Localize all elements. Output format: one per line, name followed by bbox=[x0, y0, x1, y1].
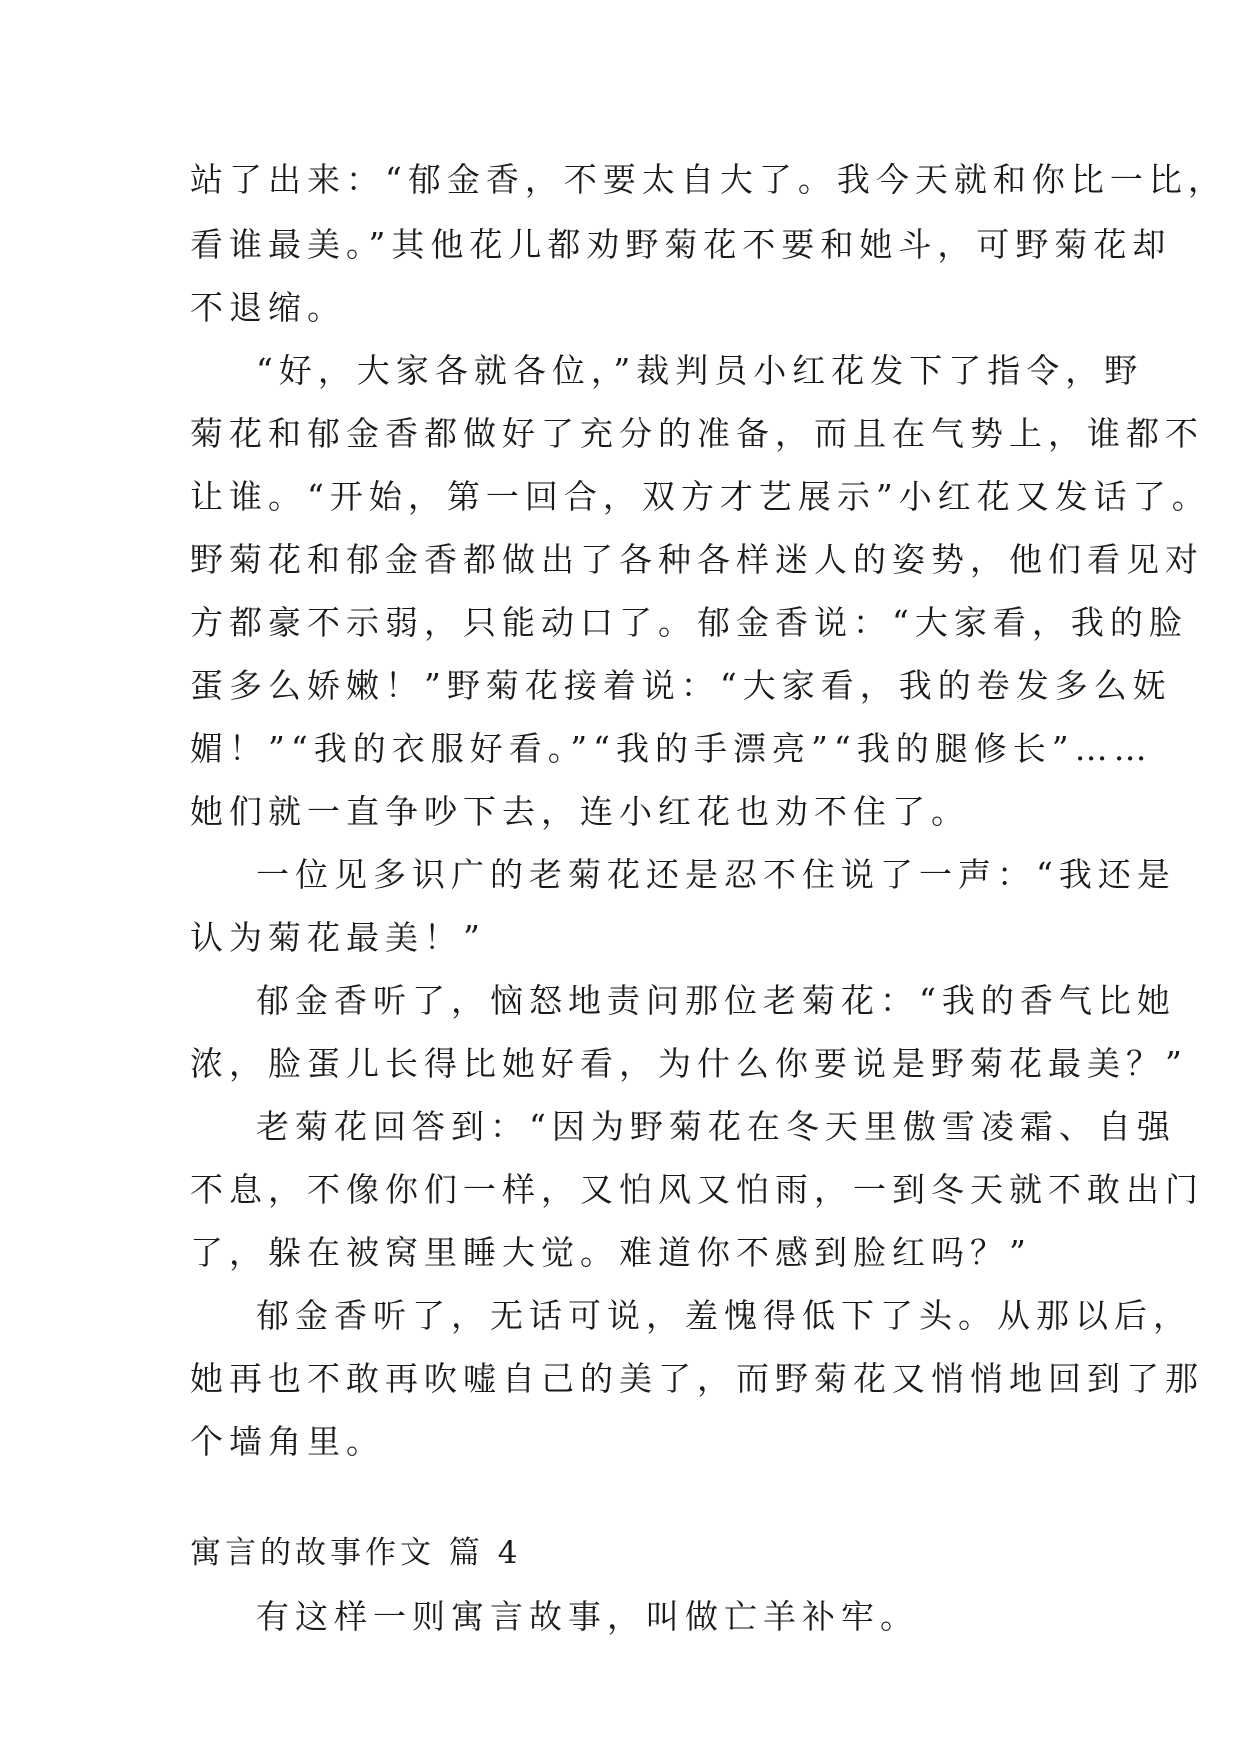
body-text-line: 野菊花和郁金香都做出了各种各样迷人的姿势，他们看见对 bbox=[190, 540, 1204, 579]
body-text-line: 蛋多么娇嫩！”野菊花接着说：“大家看，我的卷发多么妩 bbox=[190, 666, 1172, 705]
body-text-line: 她们就一直争吵下去，连小红花也劝不住了。 bbox=[190, 792, 970, 831]
paragraph-first-line: 有这样一则寓言故事，叫做亡羊补牢。 bbox=[256, 1597, 919, 1636]
body-text-line: 让谁。“开始，第一回合，双方才艺展示”小红花又发话了。 bbox=[190, 477, 1211, 516]
paragraph-first-line: 一位见多识广的老菊花还是忍不住说了一声：“我还是 bbox=[256, 855, 1176, 894]
body-text-line: 站了出来：“郁金香，不要太自大了。我今天就和你比一比， bbox=[190, 160, 1227, 199]
body-text-line: 不退缩。 bbox=[190, 288, 346, 327]
body-text-line: 认为菊花最美！” bbox=[190, 918, 486, 957]
paragraph-first-line: 郁金香听了，恼怒地责问那位老菊花：“我的香气比她 bbox=[256, 981, 1176, 1020]
body-text-line: 媚！”“我的衣服好看。”“我的手漂亮”“我的腿修长”…… bbox=[190, 729, 1153, 768]
body-text-line: 她再也不敢再吹嘘自己的美了，而野菊花又悄悄地回到了那 bbox=[190, 1359, 1204, 1398]
body-text-line: 了，躲在被窝里睡大觉。难道你不感到脸红吗？” bbox=[190, 1233, 1032, 1272]
paragraph-first-line: 老菊花回答到：“因为野菊花在冬天里傲雪凌霜、自强 bbox=[256, 1107, 1176, 1146]
body-text-line: 不息，不像你们一样，又怕风又怕雨，一到冬天就不敢出门 bbox=[190, 1170, 1204, 1209]
body-text-line: 浓，脸蛋儿长得比她好看，为什么你要说是野菊花最美？” bbox=[190, 1044, 1188, 1083]
body-text-line: 个墙角里。 bbox=[190, 1422, 385, 1461]
section-heading: 寓言的故事作文 篇 4 bbox=[190, 1535, 522, 1571]
body-text-line: 看谁最美。”其他花儿都劝野菊花不要和她斗，可野菊花却 bbox=[190, 225, 1172, 264]
body-text-line: 方都豪不示弱，只能动口了。郁金香说：“大家看，我的脸 bbox=[190, 603, 1188, 642]
body-text-line: 菊花和郁金香都做好了充分的准备，而且在气势上，谁都不 bbox=[190, 414, 1204, 453]
paragraph-first-line: 郁金香听了，无话可说，羞愧得低下了头。从那以后， bbox=[256, 1296, 1192, 1335]
paragraph-first-line: “好，大家各就各位，”裁判员小红花发下了指令，野 bbox=[256, 351, 1144, 390]
